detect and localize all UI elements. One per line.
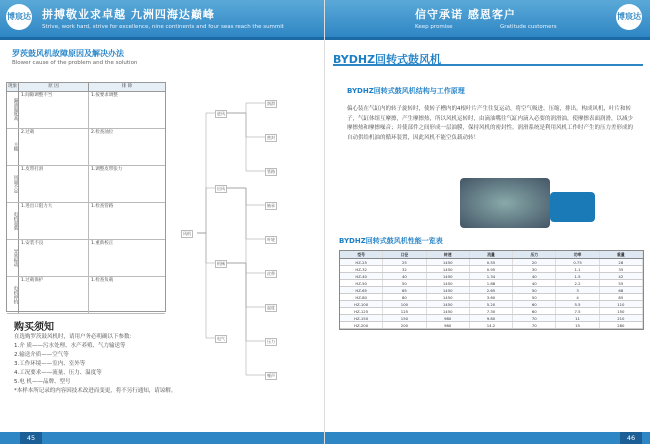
purchase-line: 1.介 质——污水处理、水产养殖、气力输送等 xyxy=(14,343,126,349)
purchase-line: 4.工况要求——流量、压力、温度等 xyxy=(14,370,102,376)
spec-cell: 50 xyxy=(513,287,556,293)
footer-bar xyxy=(0,432,324,444)
spec-cell: 150 xyxy=(600,308,643,314)
spec-cell: 68 xyxy=(600,287,643,293)
tree-node: 皮带 xyxy=(267,271,275,276)
tree-node: 密封 xyxy=(267,135,275,140)
tree-node: 机械 xyxy=(217,261,225,266)
tree-node: 压力 xyxy=(267,339,275,344)
row-category: 电机停机 xyxy=(7,277,19,313)
spec-header-cell: 转速 xyxy=(427,251,470,258)
row-category: 主轴 xyxy=(7,129,19,165)
tree-connector xyxy=(197,233,215,338)
row-fix: 1.重新校正 xyxy=(91,240,114,246)
spec-cell: 30 xyxy=(513,266,556,272)
tree-node: 管路 xyxy=(267,169,275,174)
spec-cell: HZ-200 xyxy=(340,322,383,328)
table-row xyxy=(7,166,165,203)
purchase-title: 购买须知 xyxy=(14,322,54,333)
row-cause: 1.皮带打滑 xyxy=(19,166,89,202)
spec-cell: 980 xyxy=(427,315,470,321)
spec-cell: 1450 xyxy=(427,308,470,314)
spec-cell: 2.65 xyxy=(470,287,513,293)
row-category: 风量不足 xyxy=(7,166,19,202)
header-band xyxy=(325,0,650,40)
spec-cell: 280 xyxy=(600,322,643,328)
spec-cell: HZ-150 xyxy=(340,315,383,321)
header-subtitle: Strive, work hard, strive for excellence, nine continents and four seas reach the summit xyxy=(42,24,284,30)
tree-node: 风机 xyxy=(183,231,191,236)
footer-bar xyxy=(325,432,650,444)
spec-cell: 32 xyxy=(383,266,426,272)
spec-cell: 0.75 xyxy=(556,259,599,265)
row-cause: 1.间隙调整不当 xyxy=(19,92,89,128)
spec-cell: 7.5 xyxy=(556,308,599,314)
tree-connector xyxy=(227,188,265,273)
motor-photo xyxy=(550,192,595,222)
purchase-line: 5.电 机——品牌、型号 xyxy=(14,379,71,385)
row-cause: 1.过载保护 xyxy=(19,277,89,313)
spec-header-cell: 功率 xyxy=(556,251,599,258)
tree-node: 噪声 xyxy=(267,373,275,378)
purchase-notes xyxy=(14,318,177,396)
page-subtitle: Blower cause of the problem and the solution xyxy=(12,60,138,66)
spec-header-cell: 压力 xyxy=(513,251,556,258)
spec-cell: 60 xyxy=(513,301,556,307)
row-cause: 1.进出口阻力大 xyxy=(19,203,89,239)
spec-cell: 980 xyxy=(427,322,470,328)
spec-cell: HZ-40 xyxy=(340,273,383,279)
tree-node: 电气 xyxy=(217,336,225,341)
spec-header-cell: 口径 xyxy=(383,251,426,258)
spec-cell: 1.1 xyxy=(556,266,599,272)
header-band xyxy=(0,0,324,40)
spec-header-cell: 型号 xyxy=(340,251,383,258)
spec-cell: 25 xyxy=(383,259,426,265)
spec-cell: 50 xyxy=(513,294,556,300)
table-row xyxy=(7,240,165,277)
company-logo: 博宸达 xyxy=(616,4,642,30)
spec-row xyxy=(340,273,643,280)
row-fix: 1.调整皮带张力 xyxy=(91,166,123,172)
spec-table xyxy=(339,250,644,330)
spec-cell: 2.2 xyxy=(556,280,599,286)
spec-cell: HZ-25 xyxy=(340,259,383,265)
spec-cell: HZ-100 xyxy=(340,301,383,307)
description-paragraph: 偏心装在气缸内的转子旋转时，使转子槽内的4根叶片产生往复运动，将空气吸进、压缩，排出。构成风机，叶片和转子，气缸体组互摩擦，产生摩擦热，所以风机运转时，由滴油嘴往气缸内滴入必要的润滑油，使摩擦表面润滑，以减少摩擦热和摩擦噪音；并使部件之间形成一层油膜，保持风机的密封性。润滑系统是利用风机工作时产生的压力差形成的自动供给机油的循环装置，因此风机不能空负载动转！ xyxy=(347,106,634,141)
spec-cell: 210 xyxy=(600,315,643,321)
spec-cell: 1450 xyxy=(427,266,470,272)
table-header: 现象 原 因 排 除 xyxy=(7,83,165,92)
spec-row xyxy=(340,301,643,308)
spec-cell: 200 xyxy=(383,322,426,328)
spec-cell: 65 xyxy=(383,287,426,293)
spec-cell: 50 xyxy=(383,280,426,286)
spec-cell: 35 xyxy=(600,266,643,272)
spec-header-cell: 重量 xyxy=(600,251,643,258)
spec-cell: 1450 xyxy=(427,294,470,300)
spec-row xyxy=(340,322,643,329)
spec-cell: 4 xyxy=(556,294,599,300)
table-row xyxy=(7,203,165,240)
spec-cell: 80 xyxy=(383,294,426,300)
spec-cell: 28 xyxy=(600,259,643,265)
tree-connector xyxy=(227,263,265,375)
spec-cell: 3.60 xyxy=(470,294,513,300)
spec-cell: 1.88 xyxy=(470,280,513,286)
spec-cell: 1450 xyxy=(427,287,470,293)
spec-cell: 0.95 xyxy=(470,266,513,272)
company-logo: 博宸达 xyxy=(6,4,32,30)
blower-photo xyxy=(460,178,550,228)
row-category: 电机超载 xyxy=(7,203,19,239)
right-page xyxy=(325,0,650,444)
table-row xyxy=(7,129,165,166)
spec-cell: 40 xyxy=(513,280,556,286)
purchase-line: *本样本所记录的内容因技术改进而变更，将不另行通知，请谅解。 xyxy=(14,388,177,394)
tree-node: 进风 xyxy=(217,111,225,116)
row-fix: 2.检查油位 xyxy=(91,129,114,135)
tree-node: 润滑 xyxy=(267,101,275,106)
spec-row xyxy=(340,280,643,287)
spec-cell: 85 xyxy=(600,294,643,300)
spec-cell: 1450 xyxy=(427,273,470,279)
spec-cell: HZ-80 xyxy=(340,294,383,300)
spec-cell: 9.80 xyxy=(470,315,513,321)
row-cause: 1.安装不良 xyxy=(19,240,89,276)
spec-heading: BYDHZ回转式鼓风机性能一览表 xyxy=(339,237,443,245)
fault-table xyxy=(6,82,166,312)
row-category: 异常振动 xyxy=(7,240,19,276)
header-sub-2: Gratitude customers xyxy=(500,24,557,30)
header-slogan: 信守承诺 感恩客户 xyxy=(415,8,516,21)
spec-cell: HZ-50 xyxy=(340,280,383,286)
row-category: 漏油温度高 xyxy=(7,92,19,128)
spec-row xyxy=(340,266,643,273)
purchase-line: 3.工作环境——室内、室外等 xyxy=(14,361,86,367)
row-fix: 1.检查管路 xyxy=(91,203,114,209)
spec-header-cell: 流量 xyxy=(470,251,513,258)
spec-cell: 55 xyxy=(600,280,643,286)
spec-row xyxy=(340,308,643,315)
spec-cell: 1.5 xyxy=(556,273,599,279)
spec-cell: 70 xyxy=(513,315,556,321)
spec-cell: 20 xyxy=(513,259,556,265)
spec-cell: 100 xyxy=(383,301,426,307)
tree-lines xyxy=(175,80,320,410)
spec-cell: 1450 xyxy=(427,301,470,307)
spec-cell: 40 xyxy=(513,273,556,279)
spec-cell: 110 xyxy=(600,301,643,307)
structure-heading: BYDHZ回转式鼓风机结构与工作原理 xyxy=(347,87,465,95)
tree-node: 出风 xyxy=(217,186,225,191)
spec-cell: HZ-32 xyxy=(340,266,383,272)
page-title: 罗茨鼓风机故障原因及解决办法 xyxy=(12,49,124,58)
spec-cell: 7.30 xyxy=(470,308,513,314)
row-fix: 1.检查负载 xyxy=(91,277,114,283)
tree-node: 叶轮 xyxy=(267,237,275,242)
spec-cell: 70 xyxy=(513,322,556,328)
spec-cell: 15 xyxy=(556,322,599,328)
row-fix: 1.按要求调整 xyxy=(91,92,118,98)
header-sub-1: Keep promise xyxy=(415,24,453,30)
spec-cell: 40 xyxy=(383,273,426,279)
spec-cell: 14.2 xyxy=(470,322,513,328)
spec-cell: 11 xyxy=(556,315,599,321)
table-row xyxy=(7,277,165,314)
purchase-line: 在选购罗茨鼓风机时，请用户务必明确以下参数： xyxy=(14,334,136,340)
tree-node: 温度 xyxy=(267,305,275,310)
header-slogan: 拼搏敬业求卓越 九洲四海达巅峰 xyxy=(42,8,215,21)
spec-cell: 3 xyxy=(556,287,599,293)
spec-cell: 5.5 xyxy=(556,301,599,307)
spec-cell: 1450 xyxy=(427,259,470,265)
spec-cell: 60 xyxy=(513,308,556,314)
purchase-line: 2.输送介质——空气等 xyxy=(14,352,69,358)
product-title: BYDHZ回转式鼓风机 xyxy=(333,53,442,66)
row-cause: 2.过载 xyxy=(19,129,89,165)
spec-row xyxy=(340,259,643,266)
spec-header xyxy=(340,251,643,259)
tree-connector xyxy=(227,113,265,171)
spec-cell: 42 xyxy=(600,273,643,279)
tree-connector xyxy=(227,103,265,113)
table-row xyxy=(7,92,165,129)
spec-cell: 125 xyxy=(383,308,426,314)
spec-cell: 1450 xyxy=(427,280,470,286)
spec-cell: HZ-125 xyxy=(340,308,383,314)
spec-row xyxy=(340,315,643,322)
section-title-bar xyxy=(333,48,643,66)
spec-cell: HZ-65 xyxy=(340,287,383,293)
spec-cell: 5.20 xyxy=(470,301,513,307)
page-number: 45 xyxy=(20,432,42,444)
spec-row xyxy=(340,294,643,301)
spec-cell: 150 xyxy=(383,315,426,321)
spec-cell: 0.55 xyxy=(470,259,513,265)
tree-connector xyxy=(197,188,215,233)
page-number: 46 xyxy=(620,432,642,444)
tree-node: 轴承 xyxy=(267,203,275,208)
spec-row xyxy=(340,287,643,294)
fault-tree-diagram xyxy=(175,80,320,410)
spec-cell: 1.34 xyxy=(470,273,513,279)
